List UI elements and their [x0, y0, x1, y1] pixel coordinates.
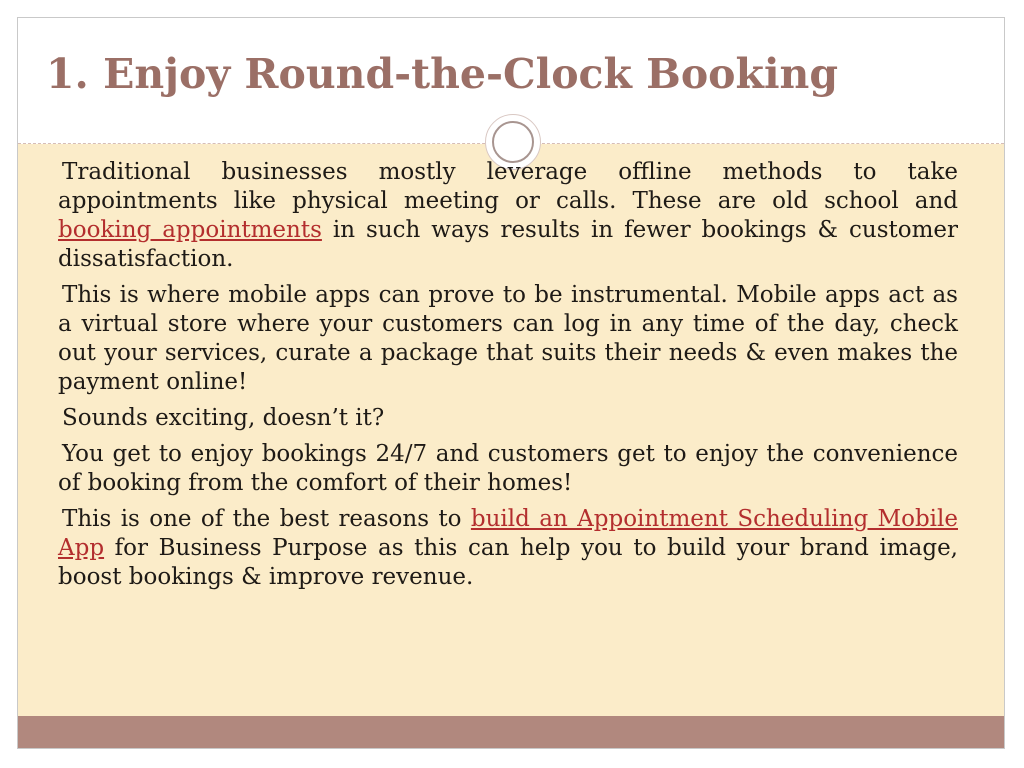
paragraph-traditional-businesses	[58, 158, 958, 274]
slide-title: 1. Enjoy Round-the-Clock Booking	[46, 50, 838, 98]
body-text	[58, 158, 958, 599]
paragraph-text: This is one of the best reasons to	[62, 506, 471, 532]
paragraph-text: Traditional businesses mostly leverage offline methods to take appointments like physical meeting or calls. These are old school and	[58, 159, 958, 214]
footer-bar	[18, 716, 1004, 749]
paragraph-text: in such ways results in fewer bookings & customer dissatisfaction.	[58, 217, 958, 272]
paragraph-sounds-exciting: Sounds exciting, doesn’t it?	[62, 405, 385, 431]
paragraph-bookings-24-7: You get to enjoy bookings 24/7 and customers get to enjoy the convenience of booking from the comfort of their homes!	[58, 441, 958, 496]
build-appointment-app-link[interactable]: build an Appointment Scheduling Mobile App	[58, 506, 958, 561]
paragraph-text: for Business Purpose as this can help you to build your brand image, boost bookings & improve revenue.	[58, 535, 958, 590]
ornament-ring	[492, 121, 534, 163]
paragraph-best-reasons	[58, 505, 958, 592]
paragraph-mobile-apps: This is where mobile apps can prove to be instrumental. Mobile apps act as a virtual store where your customers can log in any time of the day, check out your services, curate a package that suits their needs & even makes the payment online!	[58, 282, 958, 395]
booking-appointments-link[interactable]: booking appointments	[58, 217, 322, 243]
